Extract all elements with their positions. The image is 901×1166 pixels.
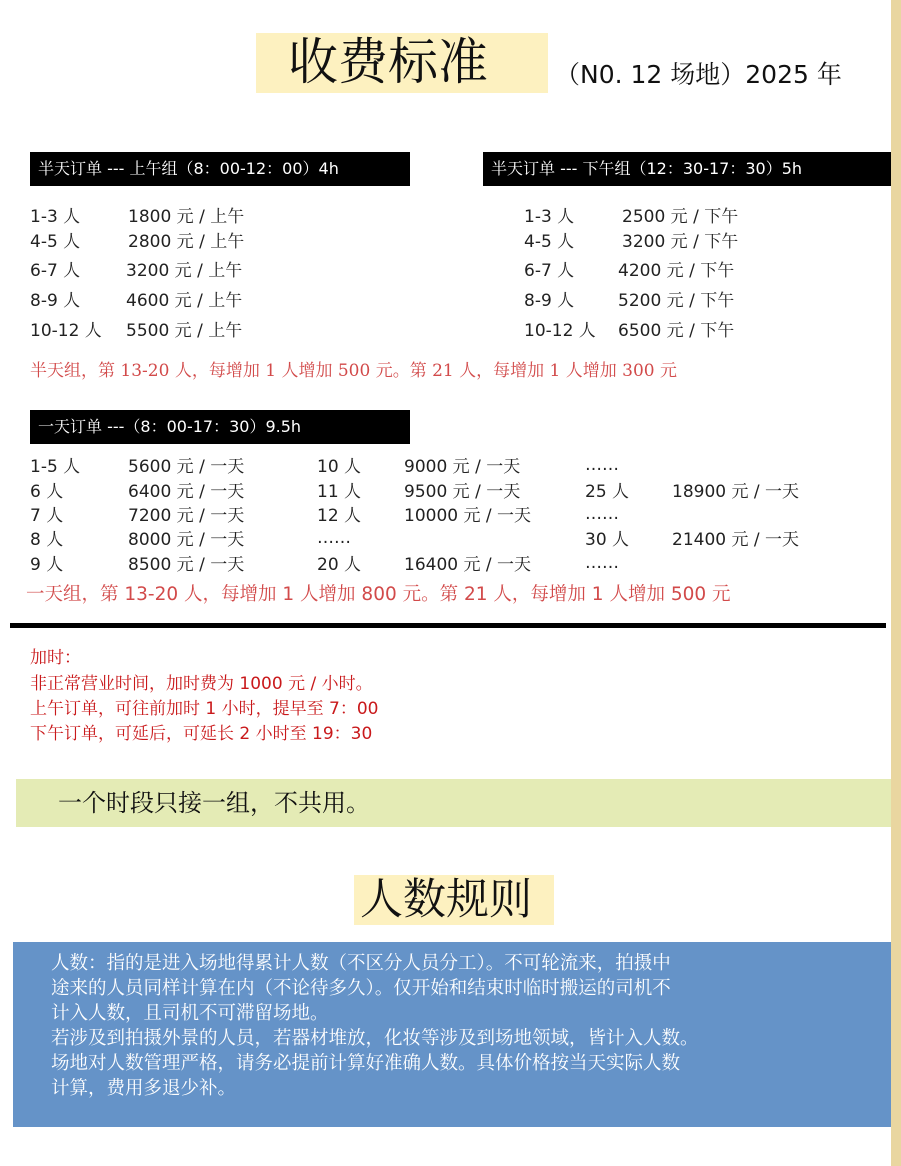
list-item: 8-9 人 [524, 291, 575, 311]
rules-line: 场地对人数管理严格，请务必提前计算好准确人数。具体价格按当天实际人数 [51, 1053, 681, 1074]
list-item: 4200 元 / 下午 [618, 261, 735, 281]
list-item: 18900 元 / 一天 [672, 482, 800, 502]
list-item: 10 人 [317, 457, 362, 477]
divider [10, 623, 886, 628]
morning-header [30, 152, 410, 186]
overtime-line: 下午订单，可延后，可延长 2 小时至 19：30 [30, 724, 373, 744]
list-item: …… [585, 504, 619, 524]
list-item: …… [317, 528, 351, 548]
list-item: 30 人 [585, 530, 630, 550]
rules-line: 人数：指的是进入场地得累计人数（不区分人员分工）。不可轮流来，拍摄中 [51, 953, 671, 974]
list-item: 5600 元 / 一天 [128, 457, 245, 477]
list-item: 8 人 [30, 530, 64, 550]
afternoon-header [483, 152, 891, 186]
list-item: 1-3 人 [30, 207, 81, 227]
full-day-header [30, 410, 410, 444]
list-item: 4600 元 / 上午 [126, 291, 243, 311]
list-item: 11 人 [317, 482, 362, 502]
list-item: 9 人 [30, 555, 64, 575]
list-item: 5200 元 / 下午 [618, 291, 735, 311]
list-item: 8-9 人 [30, 291, 81, 311]
rules-line: 计入人数，且司机不可滞留场地。 [51, 1003, 329, 1024]
rules-line: 途来的人员同样计算在内（不论待多久）。仅开始和结束时临时搬运的司机不 [51, 978, 671, 999]
list-item: 7 人 [30, 506, 64, 526]
list-item: 10-12 人 [30, 321, 102, 341]
list-item: 1-5 人 [30, 457, 81, 477]
rules-box [13, 942, 891, 1127]
list-item: 2800 元 / 上午 [128, 232, 245, 252]
afternoon-header-label: 半天订单 --- 下午组（12：30-17：30）5h [491, 159, 803, 178]
overtime-title: 加时： [30, 648, 81, 668]
half-day-note: 半天组，第 13-20 人，每增加 1 人增加 500 元。第 21 人，每增加 1 人增加 300 元 [30, 361, 678, 381]
list-item: 8000 元 / 一天 [128, 530, 245, 550]
list-item: 8500 元 / 一天 [128, 555, 245, 575]
list-item: 20 人 [317, 555, 362, 575]
list-item: 2500 元 / 下午 [622, 207, 739, 227]
list-item: 6-7 人 [524, 261, 575, 281]
list-item: 12 人 [317, 506, 362, 526]
list-item: 21400 元 / 一天 [672, 530, 800, 550]
list-item: 4-5 人 [30, 232, 81, 252]
one-group-banner [16, 779, 891, 827]
rules-title: 人数规则 [360, 875, 532, 925]
list-item: 3200 元 / 下午 [622, 232, 739, 252]
list-item: …… [585, 455, 619, 475]
rules-line: 若涉及到拍摄外景的人员，若器材堆放，化妆等涉及到场地领域，皆计入人数。 [51, 1028, 699, 1049]
list-item: …… [585, 553, 619, 573]
morning-header-label: 半天订单 --- 上午组（8：00-12：00）4h [38, 159, 339, 178]
full-day-header-label: 一天订单 ---（8：00-17：30）9.5h [38, 417, 302, 436]
overtime-line: 非正常营业时间，加时费为 1000 元 / 小时。 [30, 674, 373, 694]
list-item: 3200 元 / 上午 [126, 261, 243, 281]
list-item: 4-5 人 [524, 232, 575, 252]
list-item: 9000 元 / 一天 [404, 457, 521, 477]
list-item: 1-3 人 [524, 207, 575, 227]
right-edge-bar [891, 0, 901, 1166]
overtime-line: 上午订单，可往前加时 1 小时，提早至 7：00 [30, 699, 379, 719]
list-item: 6400 元 / 一天 [128, 482, 245, 502]
rules-title-box [354, 875, 554, 925]
rules-line: 计算，费用多退少补。 [51, 1078, 237, 1099]
full-day-note: 一天组，第 13-20 人，每增加 1 人增加 800 元。第 21 人，每增加 1 人增加 500 元 [26, 584, 731, 605]
list-item: 5500 元 / 上午 [126, 321, 243, 341]
list-item: 25 人 [585, 482, 630, 502]
list-item: 16400 元 / 一天 [404, 555, 532, 575]
list-item: 6-7 人 [30, 261, 81, 281]
one-group-note: 一个时段只接一组，不共用。 [58, 789, 370, 817]
list-item: 10-12 人 [524, 321, 596, 341]
list-item: 6500 元 / 下午 [618, 321, 735, 341]
list-item: 9500 元 / 一天 [404, 482, 521, 502]
page-subtitle: （N0. 12 场地）2025 年 [555, 60, 842, 89]
page-title: 收费标准 [288, 33, 488, 91]
list-item: 7200 元 / 一天 [128, 506, 245, 526]
list-item: 10000 元 / 一天 [404, 506, 532, 526]
list-item: 6 人 [30, 482, 64, 502]
list-item: 1800 元 / 上午 [128, 207, 245, 227]
